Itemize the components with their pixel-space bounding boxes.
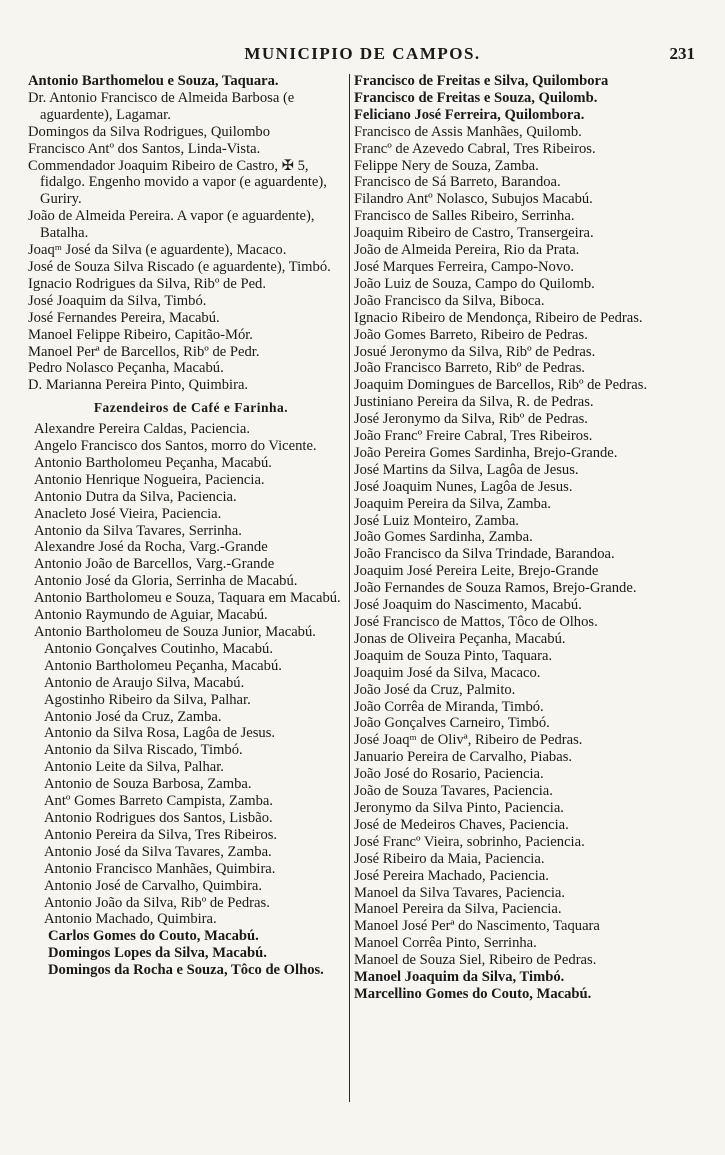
directory-entry: Commendador Joaquim Ribeiro de Castro, ✠ 5, fidalgo. Engenho movido a vapor (e aguardente), Guriry. (28, 157, 327, 208)
directory-entry: Justiniano Pereira da Silva, R. de Pedras. (354, 394, 594, 411)
column-divider (349, 74, 350, 1102)
directory-entry: Antonio Barthomelou e Souza, Taquara. (28, 73, 279, 89)
directory-entry: José Jeronymo da Silva, Ribº de Pedras. (354, 411, 588, 428)
directory-entry: Antonio da Silva Tavares, Serrinha. (34, 522, 242, 539)
directory-entry: Antonio Machado, Quimbira. (44, 911, 217, 928)
directory-entry: Antonio Rodrigues dos Santos, Lisbão. (44, 809, 273, 826)
directory-entry: Ignacio Rodrigues da Silva, Ribº de Ped. (28, 275, 266, 292)
directory-entry: Joaquim José da Silva, Macaco. (354, 664, 541, 681)
directory-entry: Antonio José da Cruz, Zamba. (44, 708, 222, 725)
directory-entry: Antonio da Silva Rosa, Lagôa de Jesus. (44, 725, 276, 742)
directory-entry: Francisco de Freitas e Silva, Quilombora (354, 73, 609, 89)
directory-entry: Carlos Gomes do Couto, Macabú. (48, 928, 259, 945)
directory-entry: Alexandre Pereira Caldas, Paciencia. (34, 421, 250, 438)
directory-entry: Joaquim José Pereira Leite, Brejo-Grande (354, 563, 599, 580)
directory-entry: Joaquim de Souza Pinto, Taquara. (354, 647, 553, 664)
directory-entry: José Francº Vieira, sobrinho, Paciencia. (354, 833, 585, 850)
left-column (28, 73, 346, 979)
directory-entry: João Gonçalves Carneiro, Timbó. (354, 715, 550, 732)
directory-entry: João de Almeida Pereira, Rio da Prata. (354, 242, 580, 259)
directory-entry: Pedro Nolasco Peçanha, Macabú. (28, 360, 224, 377)
right-column (354, 73, 669, 1003)
directory-entry: Antonio Gonçalves Coutinho, Macabú. (44, 640, 274, 657)
directory-entry: Antonio José de Carvalho, Quimbira. (44, 877, 263, 894)
directory-entry: Antº Gomes Barreto Campista, Zamba. (44, 793, 274, 810)
page-header (0, 44, 725, 68)
directory-entry: Ignacio Ribeiro de Mendonça, Ribeiro de Pedras. (354, 309, 643, 326)
right-entries (354, 73, 669, 1003)
directory-entry: Anacleto José Vieira, Paciencia. (34, 505, 222, 522)
directory-entry: Manoel Perª de Barcellos, Ribº de Pedr. (28, 343, 260, 360)
directory-entry: José Pereira Machado, Paciencia. (354, 867, 549, 884)
directory-entry: João de Almeida Pereira. A vapor (e aguardente), Batalha. (28, 208, 315, 242)
directory-entry: José Luiz Monteiro, Zamba. (354, 512, 519, 529)
directory-entry: Antonio José da Silva Tavares, Zamba. (44, 843, 272, 860)
directory-entry: João Pereira Gomes Sardinha, Brejo-Grande. (354, 444, 618, 461)
directory-entry: Filandro Antº Nolasco, Subujos Macabú. (354, 191, 593, 208)
directory-entry: João José da Cruz, Palmito. (354, 681, 516, 698)
directory-entry: Francisco Antº dos Santos, Linda-Vista. (28, 140, 261, 157)
directory-entry: Alexandre José da Rocha, Varg.-Grande (34, 539, 268, 556)
directory-entry: Manoel Pereira da Silva, Paciencia. (354, 901, 562, 918)
directory-entry: João Francisco da Silva, Biboca. (354, 292, 545, 309)
directory-entry: Domingos da Silva Rodrigues, Quilombo (28, 123, 271, 140)
directory-entry: Josué Jeronymo da Silva, Ribº de Pedras. (354, 343, 596, 360)
directory-entry: Francº de Azevedo Cabral, Tres Ribeiros. (354, 140, 596, 157)
page-number: 231 (669, 44, 695, 63)
directory-entry: José Marques Ferreira, Campo-Novo. (354, 258, 575, 275)
directory-entry: Antonio João da Silva, Ribº de Pedras. (44, 894, 270, 911)
directory-entry: Domingos da Rocha e Souza, Tôco de Olhos. (48, 962, 324, 979)
directory-entry: Joaqᵐ José da Silva (e aguardente), Macaco. (28, 242, 287, 259)
directory-entry: Francisco de Salles Ribeiro, Serrinha. (354, 208, 575, 225)
directory-entry: Agostinho Ribeiro da Silva, Palhar. (44, 691, 251, 708)
directory-entry: Angelo Francisco dos Santos, morro do Vicente. (34, 438, 317, 455)
directory-entry: Feliciano José Ferreira, Quilombora. (354, 106, 585, 123)
directory-entry: Manoel de Souza Siel, Ribeiro de Pedras. (354, 952, 597, 969)
directory-entry: Domingos Lopes da Silva, Macabú. (48, 945, 267, 962)
directory-entry: Antonio da Silva Riscado, Timbó. (44, 742, 243, 759)
directory-entry: Antonio Bartholomeu Peçanha, Macabú. (44, 657, 282, 674)
directory-entry: Antonio de Araujo Silva, Macabú. (44, 674, 245, 691)
directory-entry: Antonio José da Gloria, Serrinha de Macabú. (34, 573, 298, 590)
directory-entry: Antonio Bartholomeu Peçanha, Macabú. (34, 454, 272, 471)
left-entries-group-d (28, 928, 346, 979)
directory-entry: José de Souza Silva Riscado (e aguardente), Timbó. (28, 258, 331, 275)
directory-entry: Antonio Bartholomeu de Souza Junior, Macabú. (34, 624, 316, 640)
directory-entry: Manoel Corrêa Pinto, Serrinha. (354, 935, 537, 952)
directory-entry: Antonio Pereira da Silva, Tres Ribeiros. (44, 826, 278, 843)
directory-entry: Francisco de Freitas e Souza, Quilomb. (354, 89, 598, 106)
directory-entry: Jonas de Oliveira Peçanha, Macabú. (354, 630, 566, 647)
directory-entry: D. Marianna Pereira Pinto, Quimbira. (28, 377, 249, 394)
left-entries-top (28, 73, 346, 394)
directory-entry: Antonio Bartholomeu e Souza, Taquara em Macabú. (34, 590, 341, 607)
directory-entry: José Francisco de Mattos, Tôco de Olhos. (354, 614, 598, 630)
directory-entry: José Joaquim da Silva, Timbó. (28, 292, 207, 309)
directory-entry: José Ribeiro da Maia, Paciencia. (354, 850, 545, 867)
directory-entry: Antonio de Souza Barbosa, Zamba. (44, 776, 252, 793)
directory-entry: Antonio Henrique Nogueira, Paciencia. (34, 471, 265, 488)
directory-entry: José de Medeiros Chaves, Paciencia. (354, 816, 569, 833)
directory-entry: João Gomes Sardinha, Zamba. (354, 529, 533, 546)
directory-entry: João Gomes Barreto, Ribeiro de Pedras. (354, 326, 588, 343)
directory-entry: Joaquim Domingues de Barcellos, Ribº de Pedras. (354, 377, 648, 394)
directory-entry: Marcellino Gomes do Couto, Macabú. (354, 985, 592, 1002)
section-heading: Fazendeiros de Café e Farinha. (93, 400, 289, 416)
directory-entry: João Corrêa de Miranda, Timbó. (354, 698, 544, 715)
directory-entry: Manoel José Perª do Nascimento, Taquara (354, 918, 600, 935)
directory-entry: João Francº Freire Cabral, Tres Ribeiros. (354, 428, 593, 445)
directory-entry: João Fernandes de Souza Ramos, Brejo-Grande. (354, 580, 637, 597)
directory-entry: Manoel Joaquim da Silva, Timbó. (354, 969, 565, 986)
directory-entry: Januario Pereira de Carvalho, Piabas. (354, 749, 573, 766)
directory-entry: João Luiz de Souza, Campo do Quilomb. (354, 275, 595, 292)
directory-entry: João José do Rosario, Paciencia. (354, 766, 544, 783)
left-entries-group-c (28, 641, 346, 928)
directory-entry: Manoel Felippe Ribeiro, Capitão-Mór. (28, 326, 253, 343)
directory-entry: José Joaquim Nunes, Lagôa de Jesus. (354, 478, 573, 495)
directory-entry: Antonio Francisco Manhães, Quimbira. (44, 860, 276, 877)
directory-entry: Francisco de Assis Manhães, Quilomb. (354, 123, 582, 140)
directory-entry: Antonio João de Barcellos, Varg.-Grande (34, 556, 275, 573)
left-entries-group-b (28, 421, 346, 641)
running-title: MUNICIPIO DE CAMPOS. (244, 44, 481, 63)
directory-entry: Joaquim Pereira da Silva, Zamba. (354, 495, 551, 512)
directory-entry: Manoel da Silva Tavares, Paciencia. (354, 884, 566, 901)
directory-entry: João de Souza Tavares, Paciencia. (354, 783, 553, 800)
directory-entry: José Joaqᵐ de Olivª, Ribeiro de Pedras. (354, 732, 583, 749)
directory-entry: José Joaquim do Nascimento, Macabú. (354, 597, 582, 614)
directory-entry: Felippe Nery de Souza, Zamba. (354, 157, 539, 174)
directory-entry: José Fernandes Pereira, Macabú. (28, 309, 220, 326)
directory-entry: Antonio Raymundo de Aguiar, Macabú. (34, 607, 268, 624)
directory-entry: Antonio Dutra da Silva, Paciencia. (34, 488, 237, 505)
directory-entry: Jeronymo da Silva Pinto, Paciencia. (354, 799, 564, 816)
directory-entry: José Martins da Silva, Lagôa de Jesus. (354, 461, 579, 478)
directory-entry: Joaquim Ribeiro de Castro, Transergeira. (354, 225, 594, 242)
directory-entry: Dr. Antonio Francisco de Almeida Barbosa (e aguardente), Lagamar. (28, 89, 295, 123)
directory-entry: Antonio Leite da Silva, Palhar. (44, 759, 224, 776)
directory-entry: João Francisco Barreto, Ribº de Pedras. (354, 360, 586, 377)
directory-entry: João Francisco da Silva Trindade, Barandoa. (354, 546, 615, 563)
directory-entry: Francisco de Sá Barreto, Barandoa. (354, 174, 561, 191)
